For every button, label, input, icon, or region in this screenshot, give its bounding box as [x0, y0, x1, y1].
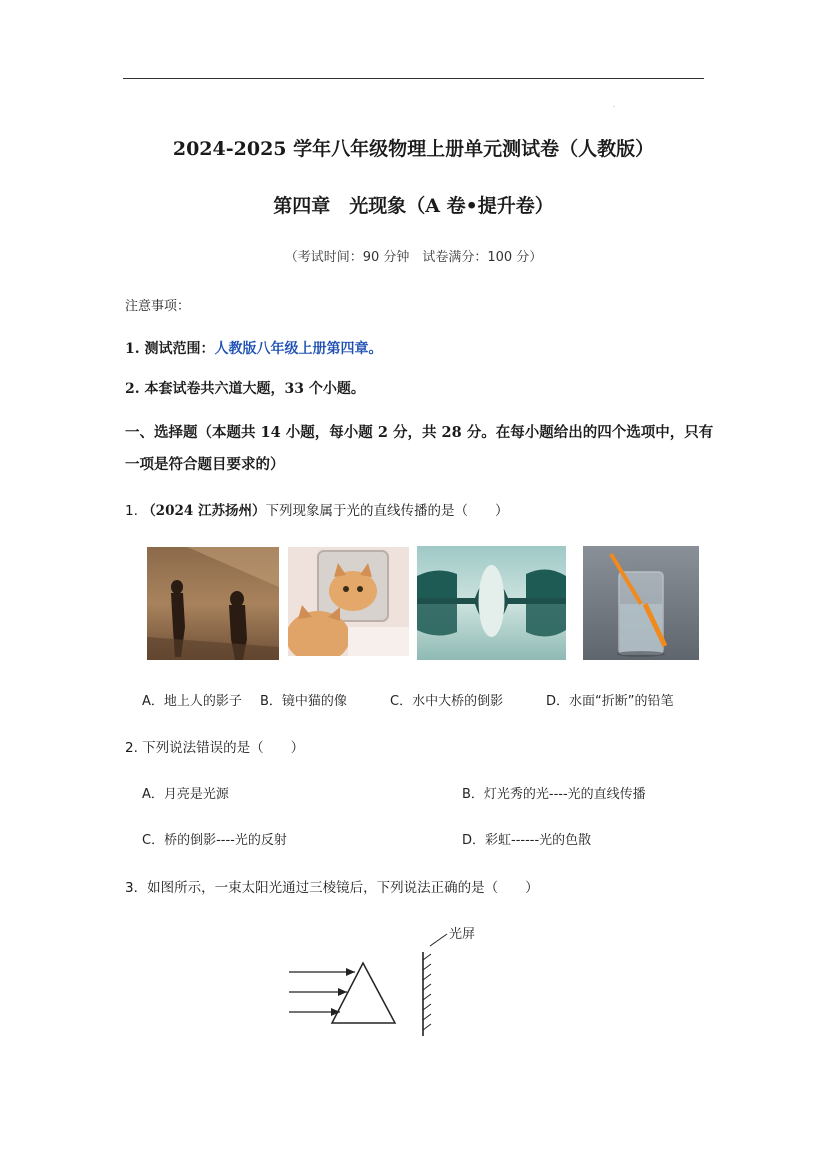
corner-mark: · [613, 103, 616, 111]
q1-option-c[interactable]: C．水中大桥的倒影 [390, 694, 504, 709]
notes-item-2: 2. 本套试卷共六道大题，33 个小题。 [125, 381, 365, 397]
q2-option-c[interactable]: C．桥的倒影----光的反射 [142, 833, 287, 848]
header-rule [123, 78, 704, 79]
notes-item-1-label: 1. 测试范围： [125, 341, 215, 357]
exam-info: （考试时间：90 分钟 试卷满分：100 分） [284, 250, 543, 265]
question-1-stem: 下列现象属于光的直线传播的是（ ） [265, 503, 509, 519]
q1-option-a[interactable]: A．地上人的影子 [142, 694, 242, 709]
cat-mirror-photo [288, 547, 409, 656]
section-1-heading-line2: 一项是符合题目要求的） [125, 456, 285, 473]
shadow-photo [147, 547, 279, 660]
chapter-title: 第四章 光现象（A 卷•提升卷） [273, 195, 554, 217]
q1-option-d[interactable]: D．水面“折断”的铅笔 [546, 694, 674, 709]
arrow-head-1 [346, 968, 355, 976]
pencil-water-photo [583, 546, 699, 660]
screen-pointer-line [430, 934, 447, 946]
arrow-head-2 [338, 988, 347, 996]
notes-item-1-scope: 人教版八年级上册第四章。 [214, 341, 383, 357]
question-3-stem: 3．如图所示，一束太阳光通过三棱镜后，下列说法正确的是（ ） [125, 880, 539, 896]
question-2-stem: 2. 下列说法错误的是（ ） [125, 740, 305, 756]
screen-label: 光屏 [449, 927, 476, 942]
q2-option-d[interactable]: D．彩虹------光的色散 [462, 833, 592, 848]
q2-option-a[interactable]: A．月亮是光源 [142, 787, 229, 802]
question-1-number: 1. [125, 503, 138, 519]
page-title: 2024-2025 学年八年级物理上册单元测试卷（人教版） [172, 138, 655, 160]
notes-heading: 注意事项： [125, 299, 191, 314]
question-1 [125, 499, 508, 519]
bridge-reflection-photo [417, 546, 566, 660]
q1-option-b[interactable]: B．镜中猫的像 [260, 694, 347, 709]
q2-option-b[interactable]: B．灯光秀的光----光的直线传播 [462, 787, 646, 802]
prism-figure [285, 920, 495, 1040]
notes-item-1 [125, 338, 383, 358]
question-1-source: （2024 江苏扬州） [142, 503, 266, 519]
section-1-heading-line1: 一、选择题（本题共 14 小题，每小题 2 分，共 28 分。在每小题给出的四个选项中，只有 [125, 424, 714, 441]
screen-hatching [423, 954, 431, 1030]
